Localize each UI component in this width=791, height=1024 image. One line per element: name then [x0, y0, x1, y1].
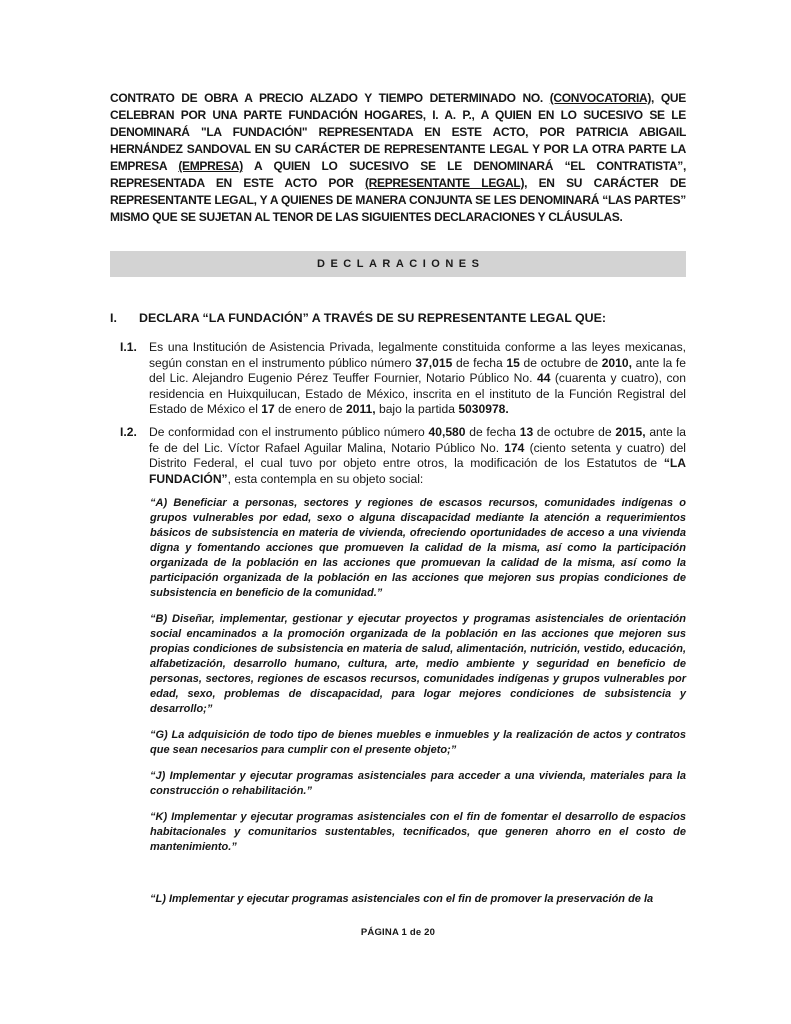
- clause-text: Es una Institución de Asistencia Privada, legalmente constituida conforme a las leyes mexicanas, según constan en el instrumento público número: [149, 340, 686, 370]
- empresa-placeholder: (EMPRESA): [178, 159, 243, 173]
- statute-quote-b: “B) Diseñar, implementar, gestionar y ejecutar proyectos y programas asistenciales de orientación social encaminados a la promoción organizada de la población en las acciones que mejoren sus propias condiciones de subsistencia en materia de salud, alimentación, nutrición, vestido, educación, alfabetización, desarrollo humano, cultura, arte, medio ambiente y seguridad en beneficio de personas, sectores, regiones de escasos recursos, comunidades indígenas y grupos vulnerables por edad, sexo, problemas de discapacidad, para logar mejores condiciones de subsistencia y desarrollo;”: [150, 613, 686, 716]
- clause-i2-number: I.2.: [120, 424, 137, 439]
- clause-text: De conformidad con el instrumento público número: [149, 424, 429, 439]
- clause-text: de octubre de: [519, 355, 602, 370]
- clause-i1: [110, 340, 686, 418]
- notary-number: 44: [536, 371, 551, 386]
- declaraciones-label: DECLARACIONES: [317, 258, 485, 270]
- title-segment: EN SU CARÁCTER DE REPRESENTANTE LEGAL, Y A QUIENES DE MANERA CONJUNTA SE LES DENOMINARÁ “LAS PARTES” MISMO QUE SE SUJETAN AL TENOR DE LAS SIGUIENTES DECLARACIONES Y CLÁUSULAS.: [110, 176, 686, 224]
- clause-i1-number: I.1.: [120, 340, 137, 354]
- page-number-footer: PÁGINA 1 de 20: [360, 927, 436, 939]
- day-number: 13: [519, 424, 534, 439]
- convocatoria-placeholder: (CONVOCATORIA),: [549, 91, 655, 105]
- clause-text: de fecha: [465, 424, 520, 439]
- clause-text: de fecha: [452, 355, 507, 370]
- statute-quote-l: “L) Implementar y ejecutar programas asistenciales con el fin de promover la preservación de la: [150, 893, 654, 906]
- year-number: 2010,: [601, 355, 632, 370]
- fundacion-name: “LA FUNDACIÓN”: [149, 456, 686, 486]
- statute-quote-j: “J) Implementar y ejecutar programas asistenciales para acceder a una vivienda, materiales para la construcción o rehabilitación.”: [150, 770, 686, 798]
- clause-text: (cuarenta y cuatro), con residencia en Huixquilucan, Estado de México, inscrita en el instituto de la Función Registral del Estado de México el: [149, 371, 687, 417]
- clause-text: de enero de: [274, 402, 346, 417]
- year-number: 2011,: [346, 402, 376, 417]
- statute-quote-k: “K) Implementar y ejecutar programas asistenciales con el fin de fomentar el desarrollo de espacios habitacionales y comunitarios sustentables, tecnificados, que generen ahorro en el costo de mantenimiento.”: [150, 811, 686, 854]
- instrument-number: 40,580: [428, 424, 466, 439]
- statute-quote-a: “A) Beneficiar a personas, sectores y regiones de escasos recursos, comunidades indígenas o grupos vulnerables por edad, sexo o alguna discapacidad mediante la atención a requerimientos básicos de subsistencia en materia de vivienda, ofreciendo oportunidades de acceso a una vivienda digna y fomentando acciones que promueven la calidad de la misma, así como la participación organizada de la población en las acciones que promuevan la calidad de la misma, así como la participación organizada de la población en las acciones que mejoren sus propias condiciones de subsistencia en beneficio de la comunidad.”: [150, 497, 686, 600]
- instrument-number: 37,015: [415, 355, 453, 370]
- statute-quote-g: “G) La adquisición de todo tipo de bienes muebles e inmuebles y la realización de actos y contratos que sean necesarios para cumplir con el presente objeto;”: [150, 729, 686, 757]
- clause-i1-body: [149, 340, 686, 418]
- title-segment: CONTRATO DE OBRA A PRECIO ALZADO Y TIEMPO DETERMINADO NO.: [110, 91, 550, 105]
- section-1-heading: [110, 311, 686, 325]
- record-number: 5030978.: [458, 402, 509, 417]
- contract-title: [110, 90, 686, 226]
- section-1-number: I.: [110, 311, 117, 325]
- clause-text: bajo la partida: [375, 402, 459, 417]
- clause-i2-body: [149, 425, 686, 487]
- section-1-title: DECLARA “LA FUNDACIÓN” A TRAVÉS DE SU REPRESENTANTE LEGAL QUE:: [139, 311, 606, 325]
- notary-number: 174: [504, 440, 525, 455]
- representante-legal-placeholder: (REPRESENTANTE LEGAL),: [364, 176, 528, 190]
- year-number: 2015,: [615, 424, 646, 439]
- clause-text: ante la fe del Lic. Alejandro Eugenio Pérez Teuffer Fournier, Notario Público No.: [149, 355, 686, 386]
- day-number: 17: [261, 402, 275, 417]
- clause-text: , esta contempla en su objeto social:: [227, 471, 424, 486]
- clause-text: (ciento setenta y cuatro) del Distrito Federal, el cual tuvo por objeto entre otros, la modificación de los Estatutos de: [149, 440, 686, 471]
- title-segment: A QUIEN LO SUCESIVO SE LE DENOMINARÁ “EL CONTRATISTA”, REPRESENTADA EN ESTE ACTO POR: [110, 159, 686, 190]
- clause-i2: [110, 425, 686, 487]
- declaraciones-section-header: [110, 251, 686, 277]
- clause-text: ante la fe de del Lic. Víctor Rafael Aguilar Malina, Notario Público No.: [149, 424, 686, 455]
- clause-text: de octubre de: [533, 424, 616, 439]
- day-number: 15: [506, 355, 520, 370]
- title-segment: QUE CELEBRAN POR UNA PARTE FUNDACIÓN HOGARES, I. A. P., A QUIEN EN LO SUCESIVO SE LE DENOMINARÁ "LA FUNDACIÓN" REPRESENTADA EN ESTE ACTO, POR PATRICIA ABIGAIL HERNÁNDEZ SANDOVAL EN SU CARÁCTER DE REPRESENTANTE LEGAL Y POR LA OTRA PARTE LA EMPRESA: [110, 91, 687, 173]
